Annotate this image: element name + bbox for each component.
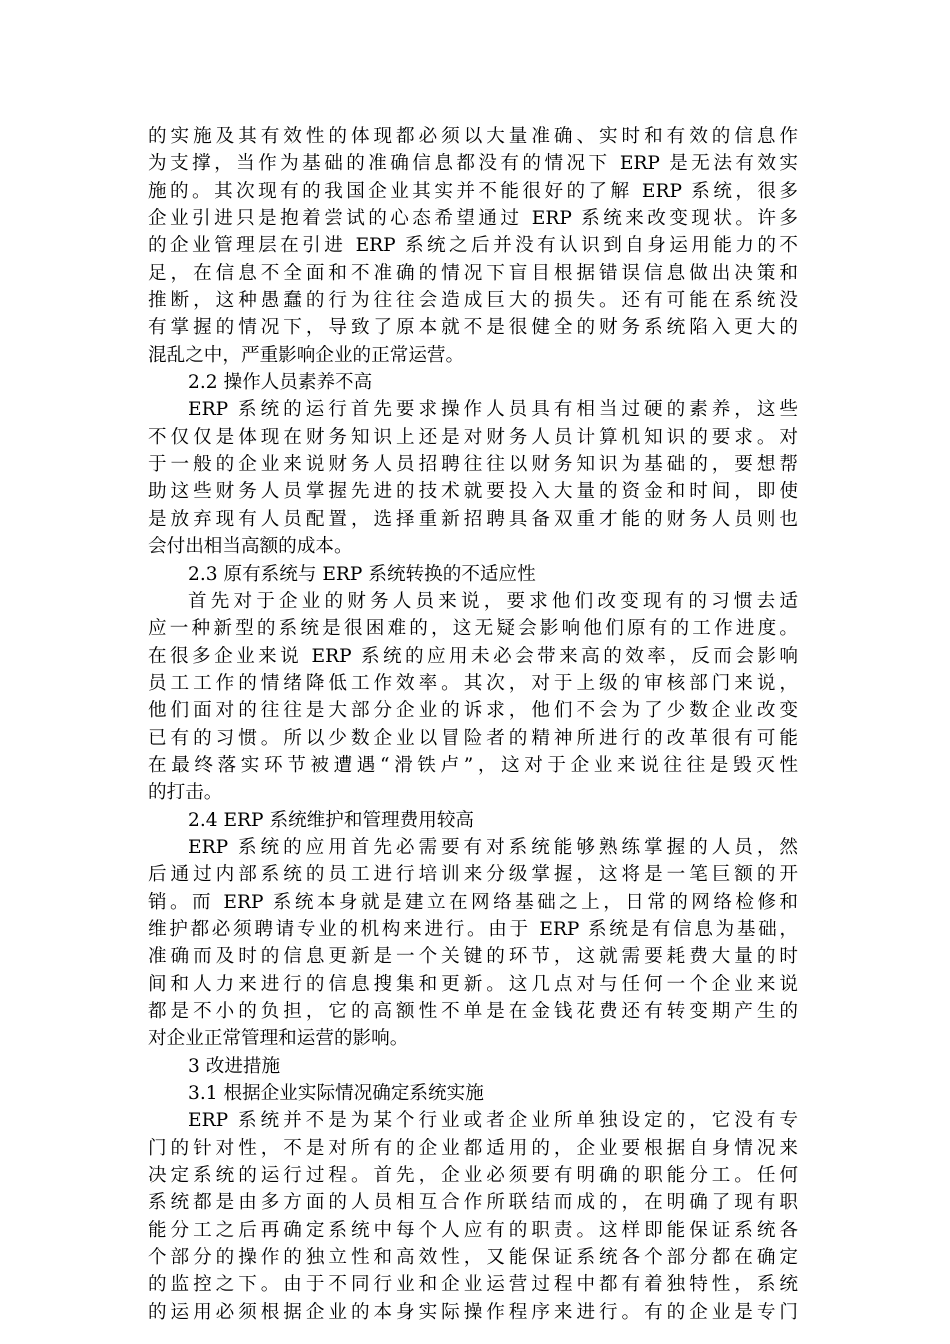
paragraph-line: 能分工之后再确定系统中每个人应有的职责。这样即能保证系统各 bbox=[148, 1219, 798, 1241]
paragraph-line: 间和人力来进行的信息搜集和更新。这几点对与任何一个企业来说 bbox=[148, 973, 798, 995]
paragraph-line: 推断，这种愚蠢的行为往往会造成巨大的损失。还有可能在系统没 bbox=[148, 290, 798, 312]
paragraph-line: 企业引进只是抱着尝试的心态希望通过 ERP 系统来改变现状。许多 bbox=[148, 208, 798, 230]
paragraph-line: 为支撑，当作为基础的准确信息都没有的情况下 ERP 是无法有效实 bbox=[148, 153, 798, 175]
paragraph-line: 他们面对的往往是大部分企业的诉求，他们不会为了少数企业改变 bbox=[148, 700, 798, 722]
section-heading: 2.2 操作人员素养不高 bbox=[188, 372, 373, 394]
paragraph-line: 个部分的操作的独立性和高效性，又能保证系统各个部分都在确定 bbox=[148, 1247, 798, 1269]
body-text bbox=[148, 123, 798, 1326]
section-heading: 3 改进措施 bbox=[188, 1055, 281, 1077]
paragraph-line: ERP 系统的应用首先必需要有对系统能够熟练掌握的人员，然 bbox=[188, 836, 798, 858]
section-heading: 2.4 ERP 系统维护和管理费用较高 bbox=[188, 809, 475, 831]
paragraph-line: 于一般的企业来说财务人员招聘往往以财务知识为基础的，要想帮 bbox=[148, 454, 798, 476]
paragraph-line: 在最终落实环节被遭遇“滑铁卢”，这对于企业来说往往是毁灭性 bbox=[148, 754, 798, 776]
paragraph-line: 决定系统的运行过程。首先，企业必须要有明确的职能分工。任何 bbox=[148, 1165, 798, 1187]
paragraph-line: ERP 系统并不是为某个行业或者企业所单独设定的，它没有专 bbox=[188, 1110, 798, 1132]
paragraph-line: 不仅仅是体现在财务知识上还是对财务人员计算机知识的要求。对 bbox=[148, 426, 798, 448]
paragraph-line: 助这些财务人员掌握先进的技术就要投入大量的资金和时间，即使 bbox=[148, 481, 798, 503]
paragraph-line: 的打击。 bbox=[148, 782, 223, 804]
paragraph-line: 的实施及其有效性的体现都必须以大量准确、实时和有效的信息作 bbox=[148, 126, 798, 147]
paragraph-line: 在很多企业来说 ERP 系统的应用未必会带来高的效率，反而会影响 bbox=[148, 645, 798, 667]
paragraph-line: 准确而及时的信息更新是一个关键的环节，这就需要耗费大量的时 bbox=[148, 946, 798, 968]
paragraph-line: 是放弃现有人员配置，选择重新招聘具备双重才能的财务人员则也 bbox=[148, 508, 798, 530]
paragraph-line: 足，在信息不全面和不准确的情况下盲目根据错误信息做出决策和 bbox=[148, 262, 798, 284]
paragraph-line: 会付出相当高额的成本。 bbox=[148, 536, 353, 558]
paragraph-line: 系统都是由多方面的人员相互合作所联结而成的，在明确了现有职 bbox=[148, 1192, 798, 1214]
paragraph-line: 有掌握的情况下，导致了原本就不是很健全的财务系统陷入更大的 bbox=[148, 317, 798, 339]
paragraph-line: 门的针对性，不是对所有的企业都适用的，企业要根据自身情况来 bbox=[148, 1137, 798, 1159]
paragraph-line: 都是不小的负担，它的高额性不单是在金钱花费还有转变期产生的 bbox=[148, 1001, 798, 1022]
paragraph-line: 混乱之中，严重影响企业的正常运营。 bbox=[148, 344, 465, 366]
paragraph-line: 施的。其次现有的我国企业其实并不能很好的了解 ERP 系统，很多 bbox=[148, 180, 798, 202]
section-heading: 2.3 原有系统与 ERP 系统转换的不适应性 bbox=[188, 563, 536, 585]
paragraph-line: 的监控之下。由于不同行业和企业运营过程中都有着独特性，系统 bbox=[148, 1274, 798, 1296]
paragraph-line: 首先对于企业的财务人员来说，要求他们改变现有的习惯去适 bbox=[188, 590, 798, 612]
paragraph-line: 的企业管理层在引进 ERP 系统之后并没有认识到自身运用能力的不 bbox=[148, 235, 798, 257]
paragraph-line: 维护都必须聘请专业的机构来进行。由于 ERP 系统是有信息为基础， bbox=[148, 918, 798, 940]
paragraph-line: 应一种新型的系统是很困难的，这无疑会影响他们原有的工作进度。 bbox=[148, 618, 798, 640]
paragraph-line: 后通过内部系统的员工进行培训来分级掌握，这将是一笔巨额的开 bbox=[148, 864, 798, 886]
paragraph-line: ERP 系统的运行首先要求操作人员具有相当过硬的素养，这些 bbox=[188, 399, 798, 421]
paragraph-line: 对企业正常管理和运营的影响。 bbox=[148, 1028, 409, 1050]
paragraph-line: 销。而 ERP 系统本身就是建立在网络基础之上，日常的网络检修和 bbox=[148, 891, 798, 913]
paragraph-line: 的运用必须根据企业的本身实际操作程序来进行。有的企业是专门 bbox=[148, 1301, 798, 1323]
subsection-heading: 3.1 根据企业实际情况确定系统实施 bbox=[188, 1083, 484, 1105]
paragraph-line: 员工工作的情绪降低工作效率。其次，对于上级的审核部门来说， bbox=[148, 672, 798, 694]
paragraph-line: 已有的习惯。所以少数企业以冒险者的精神所进行的改革很有可能 bbox=[148, 727, 798, 749]
